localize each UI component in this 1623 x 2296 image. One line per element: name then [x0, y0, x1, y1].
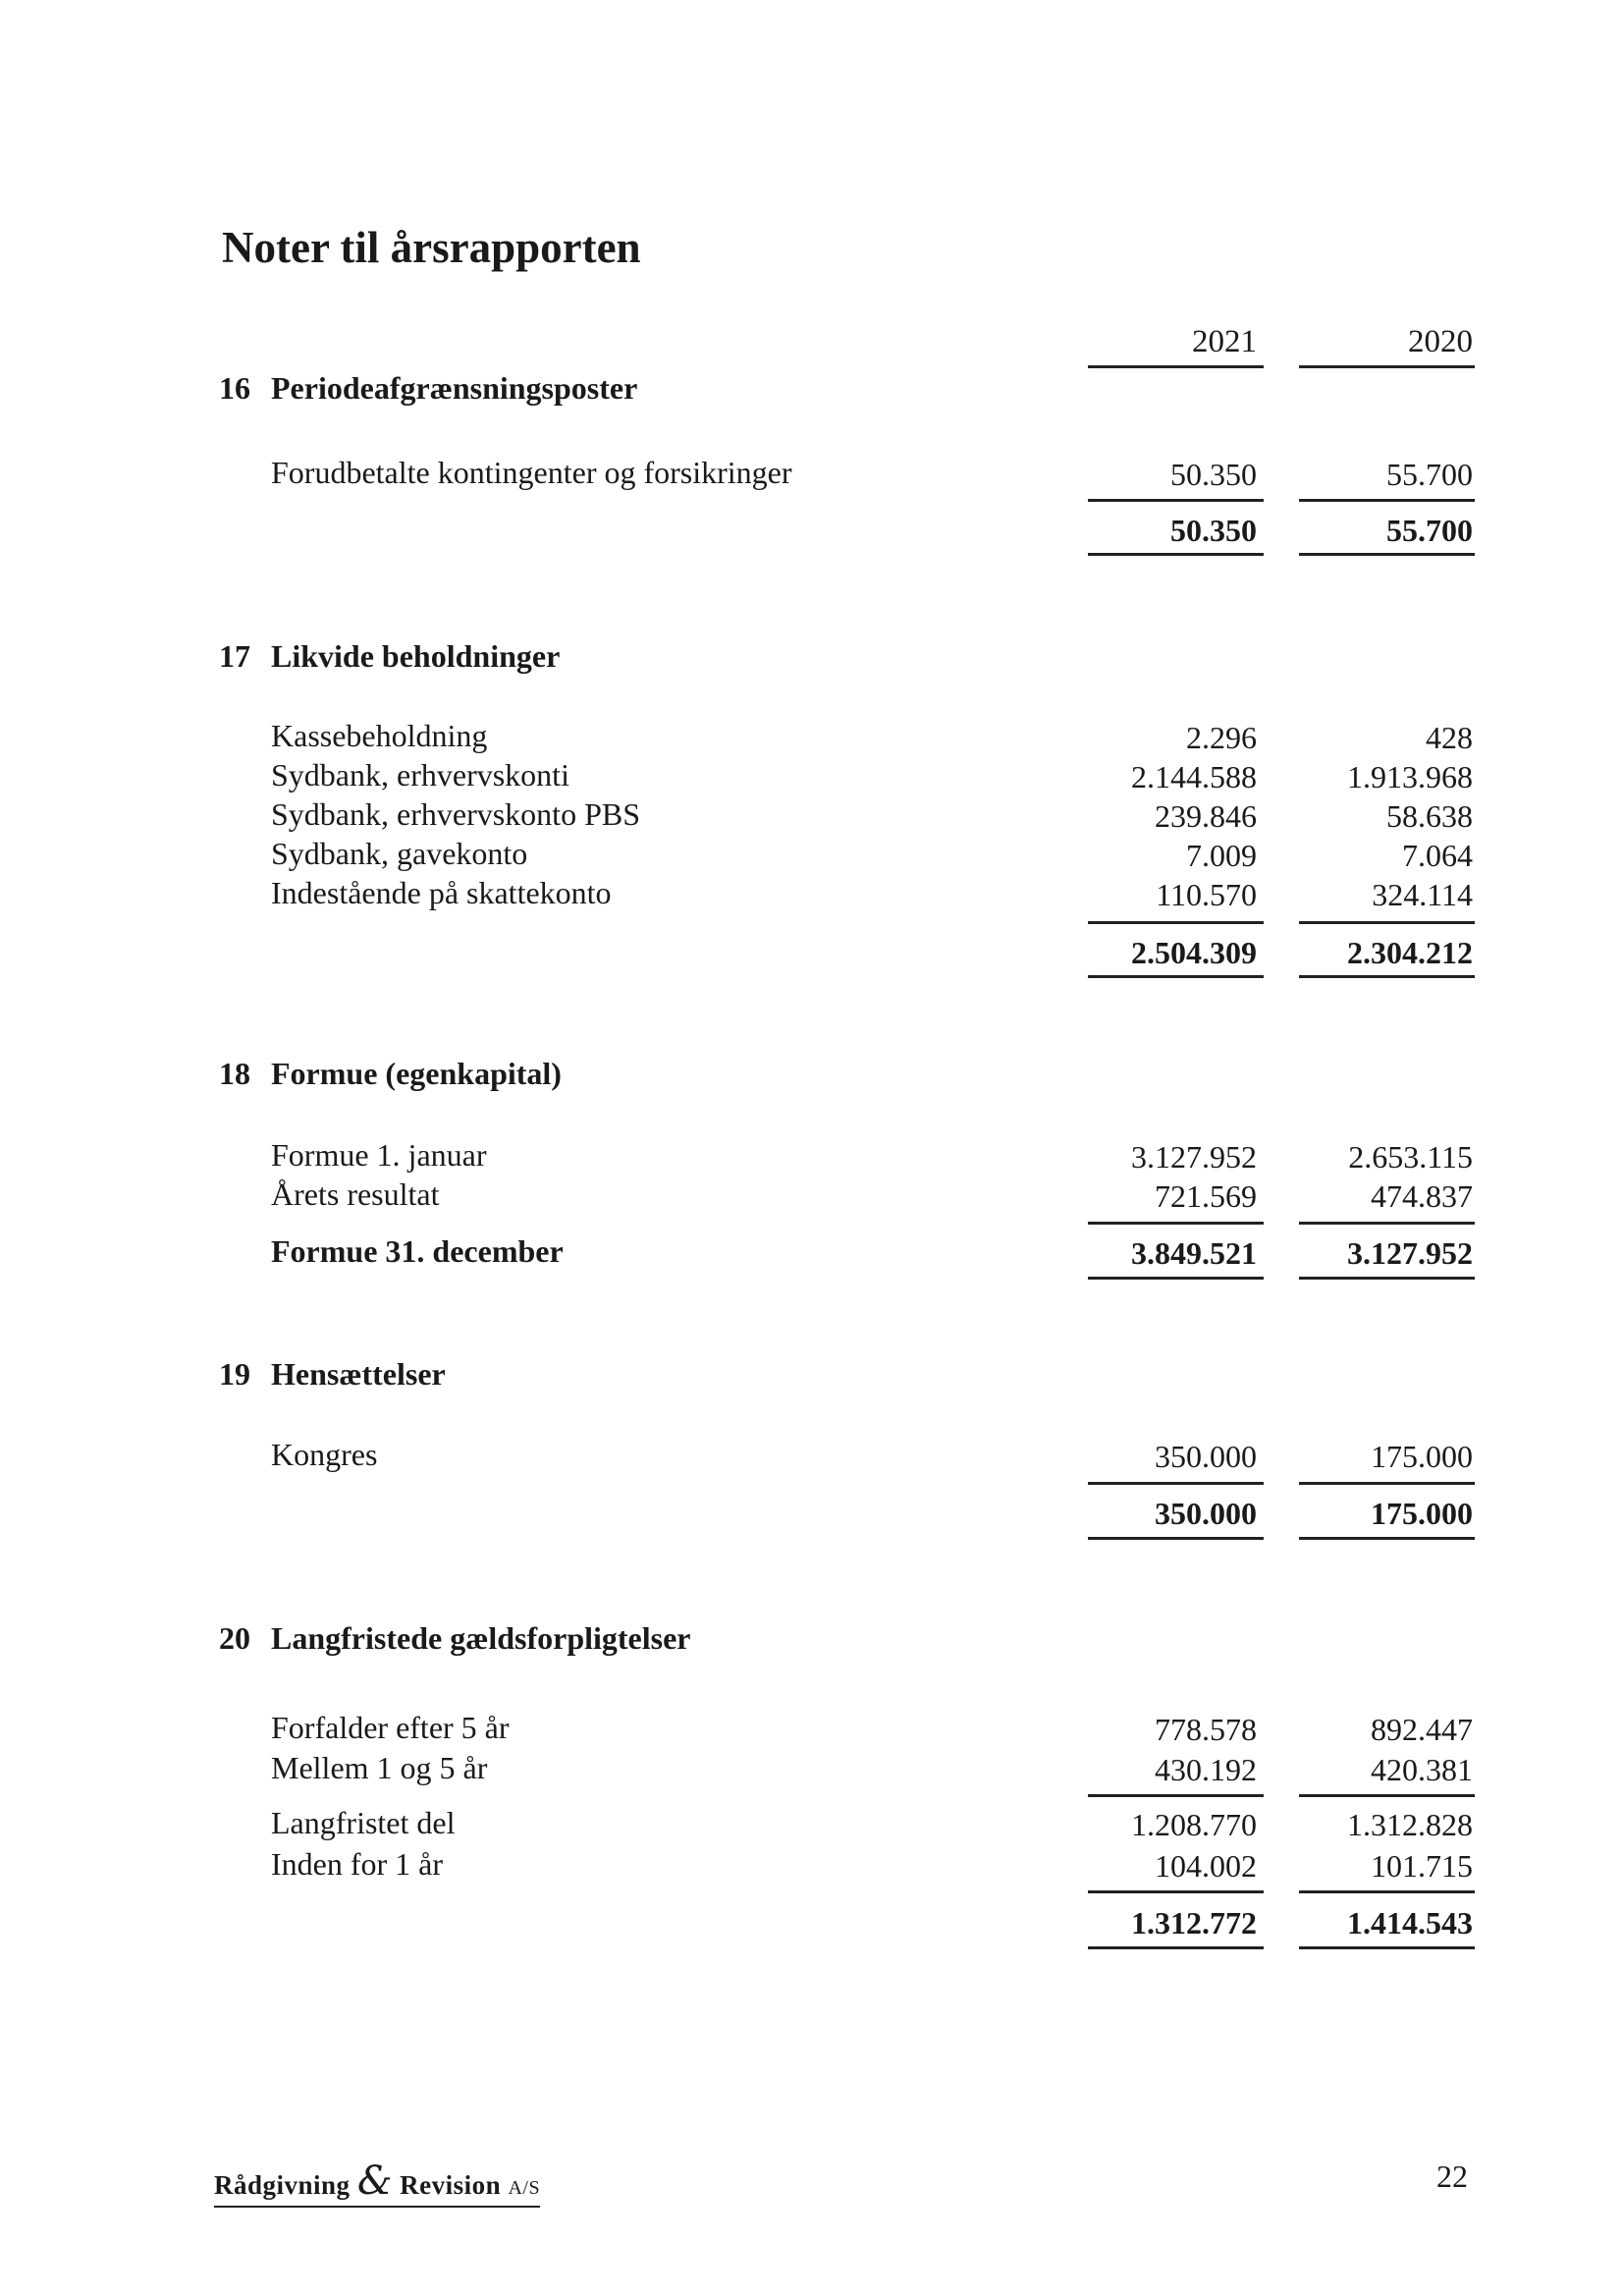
- line-item-value-2020: 420.381: [1371, 1752, 1473, 1787]
- total-rule: [1088, 1537, 1264, 1540]
- line-item-value-2020: 428: [1426, 720, 1473, 755]
- total-value-2020: 55.700: [1386, 513, 1473, 548]
- total-rule: [1088, 1277, 1264, 1280]
- line-item-value-2021: 2.296: [1186, 720, 1257, 755]
- line-item-value-2020: 7.064: [1402, 838, 1473, 873]
- subtotal-rule: [1299, 1482, 1475, 1485]
- total-value-2021: 350.000: [1155, 1496, 1257, 1531]
- logo-ampersand: &: [356, 2159, 393, 2204]
- line-item-label: Inden for 1 år: [271, 1846, 444, 1882]
- line-item-value-2020: 58.638: [1386, 798, 1473, 834]
- line-item-value-2021: 778.578: [1155, 1712, 1257, 1747]
- subtotal-rule: [1299, 1794, 1475, 1797]
- logo-suffix: A/S: [508, 2177, 541, 2199]
- note-heading: Periodeafgrænsningsposter: [271, 370, 638, 406]
- total-value-2020: 175.000: [1371, 1496, 1473, 1531]
- line-item-value-2020: 474.837: [1371, 1178, 1473, 1214]
- total-value-2020: 2.304.212: [1347, 935, 1473, 970]
- line-item-label: Indestående på skattekonto: [271, 875, 612, 910]
- column-header-2020: 2020: [1408, 324, 1473, 359]
- line-item-value-2021: 50.350: [1170, 457, 1257, 492]
- line-item-label: Formue 1. januar: [271, 1137, 487, 1173]
- subtotal-rule: [1088, 921, 1264, 924]
- note-heading: Hensættelser: [271, 1356, 446, 1392]
- total-rule: [1299, 975, 1475, 978]
- subtotal-rule: [1299, 921, 1475, 924]
- column-header-rule: [1088, 365, 1264, 368]
- line-item-value-2021: 430.192: [1155, 1752, 1257, 1787]
- line-item-value-2020: 175.000: [1371, 1439, 1473, 1474]
- line-item-label: Sydbank, erhvervskonto PBS: [271, 796, 640, 832]
- subtotal-rule: [1088, 499, 1264, 502]
- logo-text-2: Revision: [400, 2170, 502, 2200]
- line-item-label: Langfristet del: [271, 1805, 456, 1840]
- line-item-value-2021: 350.000: [1155, 1439, 1257, 1474]
- page-title: Noter til årsrapporten: [222, 223, 641, 272]
- total-value-2021: 1.312.772: [1131, 1905, 1257, 1941]
- column-header-rule: [1299, 365, 1475, 368]
- line-item-value-2021: 7.009: [1186, 838, 1257, 873]
- line-item-value-2020: 55.700: [1386, 457, 1473, 492]
- total-value-2021: 50.350: [1170, 513, 1257, 548]
- note-heading: Formue (egenkapital): [271, 1056, 562, 1091]
- subtotal-rule: [1299, 1222, 1475, 1225]
- total-value-2021: 3.849.521: [1131, 1235, 1257, 1271]
- line-item-label: Sydbank, gavekonto: [271, 836, 528, 871]
- subtotal-rule: [1088, 1482, 1264, 1485]
- note-heading: Likvide beholdninger: [271, 638, 561, 674]
- total-rule: [1299, 1537, 1475, 1540]
- total-rule: [1299, 1277, 1475, 1280]
- line-item-label: Kongres: [271, 1437, 378, 1472]
- note-number: 19: [219, 1356, 250, 1392]
- line-item-value-2020: 324.114: [1372, 877, 1473, 912]
- total-rule: [1299, 1946, 1475, 1949]
- line-item-label: Sydbank, erhvervskonti: [271, 757, 569, 793]
- line-item-value-2021: 1.208.770: [1131, 1807, 1257, 1842]
- line-item-label: Forfalder efter 5 år: [271, 1710, 510, 1745]
- subtotal-rule: [1299, 1890, 1475, 1893]
- page-number: 22: [1436, 2159, 1468, 2194]
- total-rule: [1299, 553, 1475, 556]
- note-heading: Langfristede gældsforpligtelser: [271, 1620, 691, 1656]
- line-item-label: Kassebeholdning: [271, 718, 488, 753]
- note-number: 20: [219, 1620, 250, 1656]
- line-item-value-2021: 104.002: [1155, 1848, 1257, 1884]
- line-item-label: Mellem 1 og 5 år: [271, 1750, 488, 1785]
- total-rule: [1088, 1946, 1264, 1949]
- line-item-value-2021: 2.144.588: [1131, 759, 1257, 794]
- line-item-value-2020: 101.715: [1371, 1848, 1473, 1884]
- note-number: 18: [219, 1056, 250, 1091]
- line-item-value-2021: 3.127.952: [1131, 1139, 1257, 1175]
- line-item-value-2020: 1.913.968: [1347, 759, 1473, 794]
- line-item-value-2021: 239.846: [1155, 798, 1257, 834]
- total-value-2021: 2.504.309: [1131, 935, 1257, 970]
- company-logo: [214, 2159, 540, 2208]
- line-item-value-2020: 1.312.828: [1347, 1807, 1473, 1842]
- total-value-2020: 3.127.952: [1347, 1235, 1473, 1271]
- total-value-2020: 1.414.543: [1347, 1905, 1473, 1941]
- logo-text-1: Rådgivning: [214, 2170, 351, 2200]
- line-item-label: Forudbetalte kontingenter og forsikringer: [271, 455, 792, 490]
- line-item-value-2020: 892.447: [1371, 1712, 1473, 1747]
- subtotal-rule: [1299, 499, 1475, 502]
- total-rule: [1088, 553, 1264, 556]
- line-item-value-2020: 2.653.115: [1348, 1139, 1473, 1175]
- total-rule: [1088, 975, 1264, 978]
- line-item-value-2021: 721.569: [1155, 1178, 1257, 1214]
- subtotal-rule: [1088, 1890, 1264, 1893]
- line-item-label: Årets resultat: [271, 1176, 440, 1212]
- note-number: 17: [219, 638, 250, 674]
- total-label: Formue 31. december: [271, 1233, 564, 1269]
- subtotal-rule: [1088, 1222, 1264, 1225]
- note-number: 16: [219, 370, 250, 406]
- column-header-2021: 2021: [1192, 324, 1257, 359]
- line-item-value-2021: 110.570: [1156, 877, 1257, 912]
- subtotal-rule: [1088, 1794, 1264, 1797]
